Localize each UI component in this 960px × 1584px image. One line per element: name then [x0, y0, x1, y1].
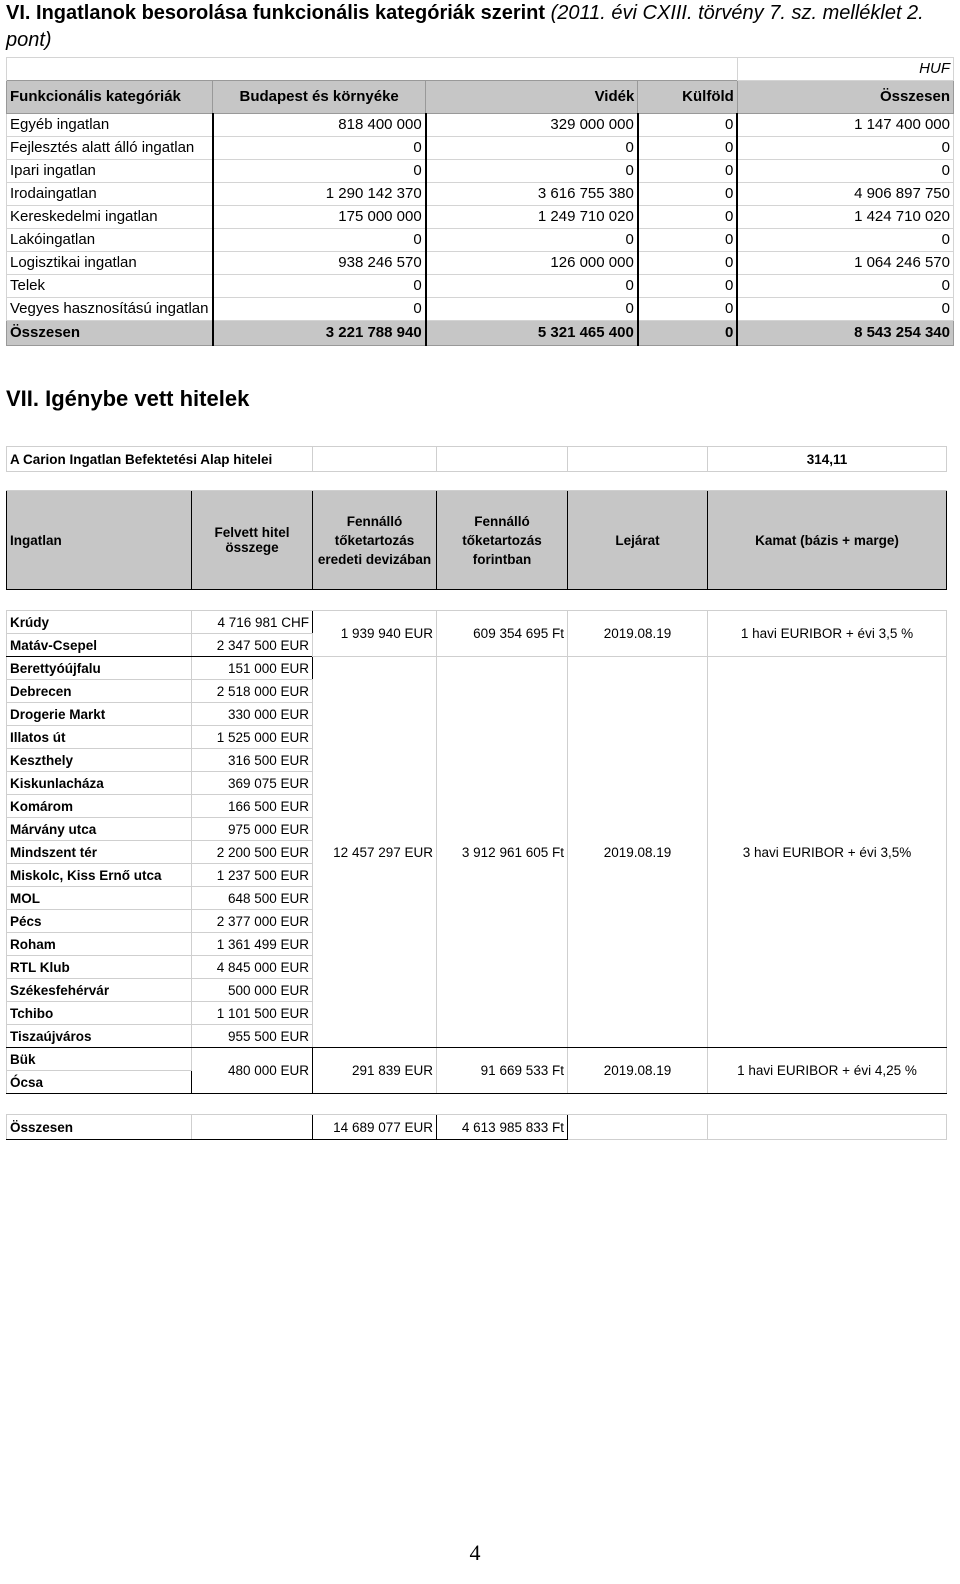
loan-amount: 4 716 981 CHF — [192, 611, 313, 634]
category-name: Lakóingatlan — [7, 229, 213, 252]
loans-table — [6, 446, 947, 1140]
budapest-total: 3 221 788 940 — [213, 321, 426, 346]
table-row — [7, 611, 947, 634]
property-name: Ócsa — [7, 1071, 192, 1094]
total-value: 1 064 246 570 — [737, 252, 953, 275]
interest-rate: 1 havi EURIBOR + évi 4,25 % — [708, 1048, 947, 1094]
loan-amount: 151 000 EUR — [192, 657, 313, 680]
table-row — [7, 160, 954, 183]
abroad-value: 0 — [638, 275, 738, 298]
property-name: Debrecen — [7, 680, 192, 703]
loan-amount: 166 500 EUR — [192, 795, 313, 818]
currency-unit: HUF — [737, 58, 953, 81]
budapest-value: 1 290 142 370 — [213, 183, 426, 206]
column-header: Külföld — [638, 81, 738, 114]
table-row — [7, 114, 954, 137]
loan-amount: 955 500 EUR — [192, 1025, 313, 1048]
rural-value: 329 000 000 — [426, 114, 638, 137]
table-row — [7, 252, 954, 275]
abroad-value: 0 — [638, 206, 738, 229]
category-name: Vegyes hasznosítású ingatlan — [7, 298, 213, 321]
total-value: 0 — [737, 160, 953, 183]
total-row — [7, 321, 954, 346]
interest-rate: 1 havi EURIBOR + évi 3,5 % — [708, 611, 947, 657]
loan-amount: 1 361 499 EUR — [192, 933, 313, 956]
property-name: Pécs — [7, 910, 192, 933]
loan-amount: 1 101 500 EUR — [192, 1002, 313, 1025]
column-header: Felvett hitel összege — [192, 491, 313, 590]
category-name: Kereskedelmi ingatlan — [7, 206, 213, 229]
budapest-value: 818 400 000 — [213, 114, 426, 137]
outstanding-original: 291 839 EUR — [313, 1048, 437, 1094]
outstanding-huf: 609 354 695 Ft — [437, 611, 568, 657]
property-name: Márvány utca — [7, 818, 192, 841]
property-name: Tiszaújváros — [7, 1025, 192, 1048]
property-name: RTL Klub — [7, 956, 192, 979]
loans-total-row — [7, 1115, 947, 1140]
property-name: Roham — [7, 933, 192, 956]
property-name: Tchibo — [7, 1002, 192, 1025]
category-name: Fejlesztés alatt álló ingatlan — [7, 137, 213, 160]
total-label: Összesen — [7, 321, 213, 346]
abroad-value: 0 — [638, 183, 738, 206]
budapest-value: 0 — [213, 137, 426, 160]
outstanding-original: 12 457 297 EUR — [313, 657, 437, 1048]
total-value: 1 147 400 000 — [737, 114, 953, 137]
table-row — [7, 137, 954, 160]
fund-loans-label: A Carion Ingatlan Befektetési Alap hitelei — [7, 447, 313, 472]
category-name: Ipari ingatlan — [7, 160, 213, 183]
loan-amount: 2 200 500 EUR — [192, 841, 313, 864]
section-6-title-reference: (2011. évi CXIII. törvény 7. sz. melléklet 2. pont) — [6, 2, 924, 51]
total-value: 0 — [737, 137, 953, 160]
loan-amount: 369 075 EUR — [192, 772, 313, 795]
rural-value: 0 — [426, 275, 638, 298]
budapest-value: 0 — [213, 229, 426, 252]
grand-total: 8 543 254 340 — [737, 321, 953, 346]
total-label: Összesen — [7, 1115, 192, 1140]
property-name: Miskolc, Kiss Ernő utca — [7, 864, 192, 887]
loan-amount: 2 518 000 EUR — [192, 680, 313, 703]
column-header: Összesen — [737, 81, 953, 114]
property-name: Berettyóújfalu — [7, 657, 192, 680]
table-row — [7, 657, 947, 680]
rural-value: 0 — [426, 137, 638, 160]
loan-amount: 2 347 500 EUR — [192, 634, 313, 657]
rural-value: 0 — [426, 160, 638, 183]
total-value: 0 — [737, 298, 953, 321]
category-name: Egyéb ingatlan — [7, 114, 213, 137]
property-name: Krúdy — [7, 611, 192, 634]
property-name: Mindszent tér — [7, 841, 192, 864]
total-value: 4 906 897 750 — [737, 183, 953, 206]
budapest-value: 0 — [213, 160, 426, 183]
table-row — [7, 229, 954, 252]
maturity: 2019.08.19 — [568, 611, 708, 657]
outstanding-huf: 3 912 961 605 Ft — [437, 657, 568, 1048]
total-value: 1 424 710 020 — [737, 206, 953, 229]
outstanding-huf: 91 669 533 Ft — [437, 1048, 568, 1094]
rural-value: 1 249 710 020 — [426, 206, 638, 229]
budapest-value: 938 246 570 — [213, 252, 426, 275]
property-name: Komárom — [7, 795, 192, 818]
loan-amount: 480 000 EUR — [192, 1048, 313, 1094]
abroad-total: 0 — [638, 321, 738, 346]
rural-value: 3 616 755 380 — [426, 183, 638, 206]
column-header: Ingatlan — [7, 491, 192, 590]
budapest-value: 175 000 000 — [213, 206, 426, 229]
column-header: Funkcionális kategóriák — [7, 81, 213, 114]
property-name: Keszthely — [7, 749, 192, 772]
loan-amount: 330 000 EUR — [192, 703, 313, 726]
property-name: Drogerie Markt — [7, 703, 192, 726]
column-header: Lejárat — [568, 491, 708, 590]
total-value: 0 — [737, 229, 953, 252]
rural-value: 0 — [426, 229, 638, 252]
section-7-title: VII. Igénybe vett hitelek — [6, 386, 250, 411]
table-row — [7, 183, 954, 206]
functional-category-table — [6, 57, 954, 346]
column-header: Vidék — [426, 81, 638, 114]
loan-amount: 500 000 EUR — [192, 979, 313, 1002]
rural-value: 126 000 000 — [426, 252, 638, 275]
outstanding-original: 1 939 940 EUR — [313, 611, 437, 657]
budapest-value: 0 — [213, 298, 426, 321]
column-header: Fennálló tőketartozás forintban — [437, 491, 568, 590]
abroad-value: 0 — [638, 114, 738, 137]
fund-loans-row — [7, 447, 947, 472]
column-header: Fennálló tőketartozás eredeti devizában — [313, 491, 437, 590]
abroad-value: 0 — [638, 160, 738, 183]
loan-amount: 975 000 EUR — [192, 818, 313, 841]
outstanding-original-total: 14 689 077 EUR — [313, 1115, 437, 1140]
category-name: Telek — [7, 275, 213, 298]
loan-amount: 1 525 000 EUR — [192, 726, 313, 749]
category-name: Irodaingatlan — [7, 183, 213, 206]
abroad-value: 0 — [638, 298, 738, 321]
property-name: Matáv-Csepel — [7, 634, 192, 657]
rural-value: 0 — [426, 298, 638, 321]
total-value: 0 — [737, 275, 953, 298]
maturity: 2019.08.19 — [568, 657, 708, 1048]
column-header: Kamat (bázis + marge) — [708, 491, 947, 590]
loan-amount: 316 500 EUR — [192, 749, 313, 772]
abroad-value: 0 — [638, 137, 738, 160]
category-name: Logisztikai ingatlan — [7, 252, 213, 275]
section-6-title — [6, 0, 956, 54]
loan-amount: 648 500 EUR — [192, 887, 313, 910]
interest-rate: 3 havi EURIBOR + évi 3,5% — [708, 657, 947, 1048]
abroad-value: 0 — [638, 252, 738, 275]
table-row — [7, 1048, 947, 1071]
column-header: Budapest és környéke — [213, 81, 426, 114]
loan-amount: 2 377 000 EUR — [192, 910, 313, 933]
rural-total: 5 321 465 400 — [426, 321, 638, 346]
table-row — [7, 275, 954, 298]
property-name: Bük — [7, 1048, 192, 1071]
fund-loans-value: 314,11 — [708, 447, 947, 472]
abroad-value: 0 — [638, 229, 738, 252]
maturity: 2019.08.19 — [568, 1048, 708, 1094]
property-name: Illatos út — [7, 726, 192, 749]
page-number: 4 — [469, 1540, 481, 1565]
property-name: Kiskunlacháza — [7, 772, 192, 795]
property-name: Székesfehérvár — [7, 979, 192, 1002]
table-header-row — [7, 81, 954, 114]
loan-amount: 4 845 000 EUR — [192, 956, 313, 979]
table-row — [7, 298, 954, 321]
property-name: MOL — [7, 887, 192, 910]
loans-header-row — [7, 491, 947, 590]
table-row — [7, 206, 954, 229]
section-6-title-main: VI. Ingatlanok besorolása funkcionális kategóriák szerint — [6, 2, 546, 24]
outstanding-huf-total: 4 613 985 833 Ft — [437, 1115, 568, 1140]
budapest-value: 0 — [213, 275, 426, 298]
loan-amount: 1 237 500 EUR — [192, 864, 313, 887]
